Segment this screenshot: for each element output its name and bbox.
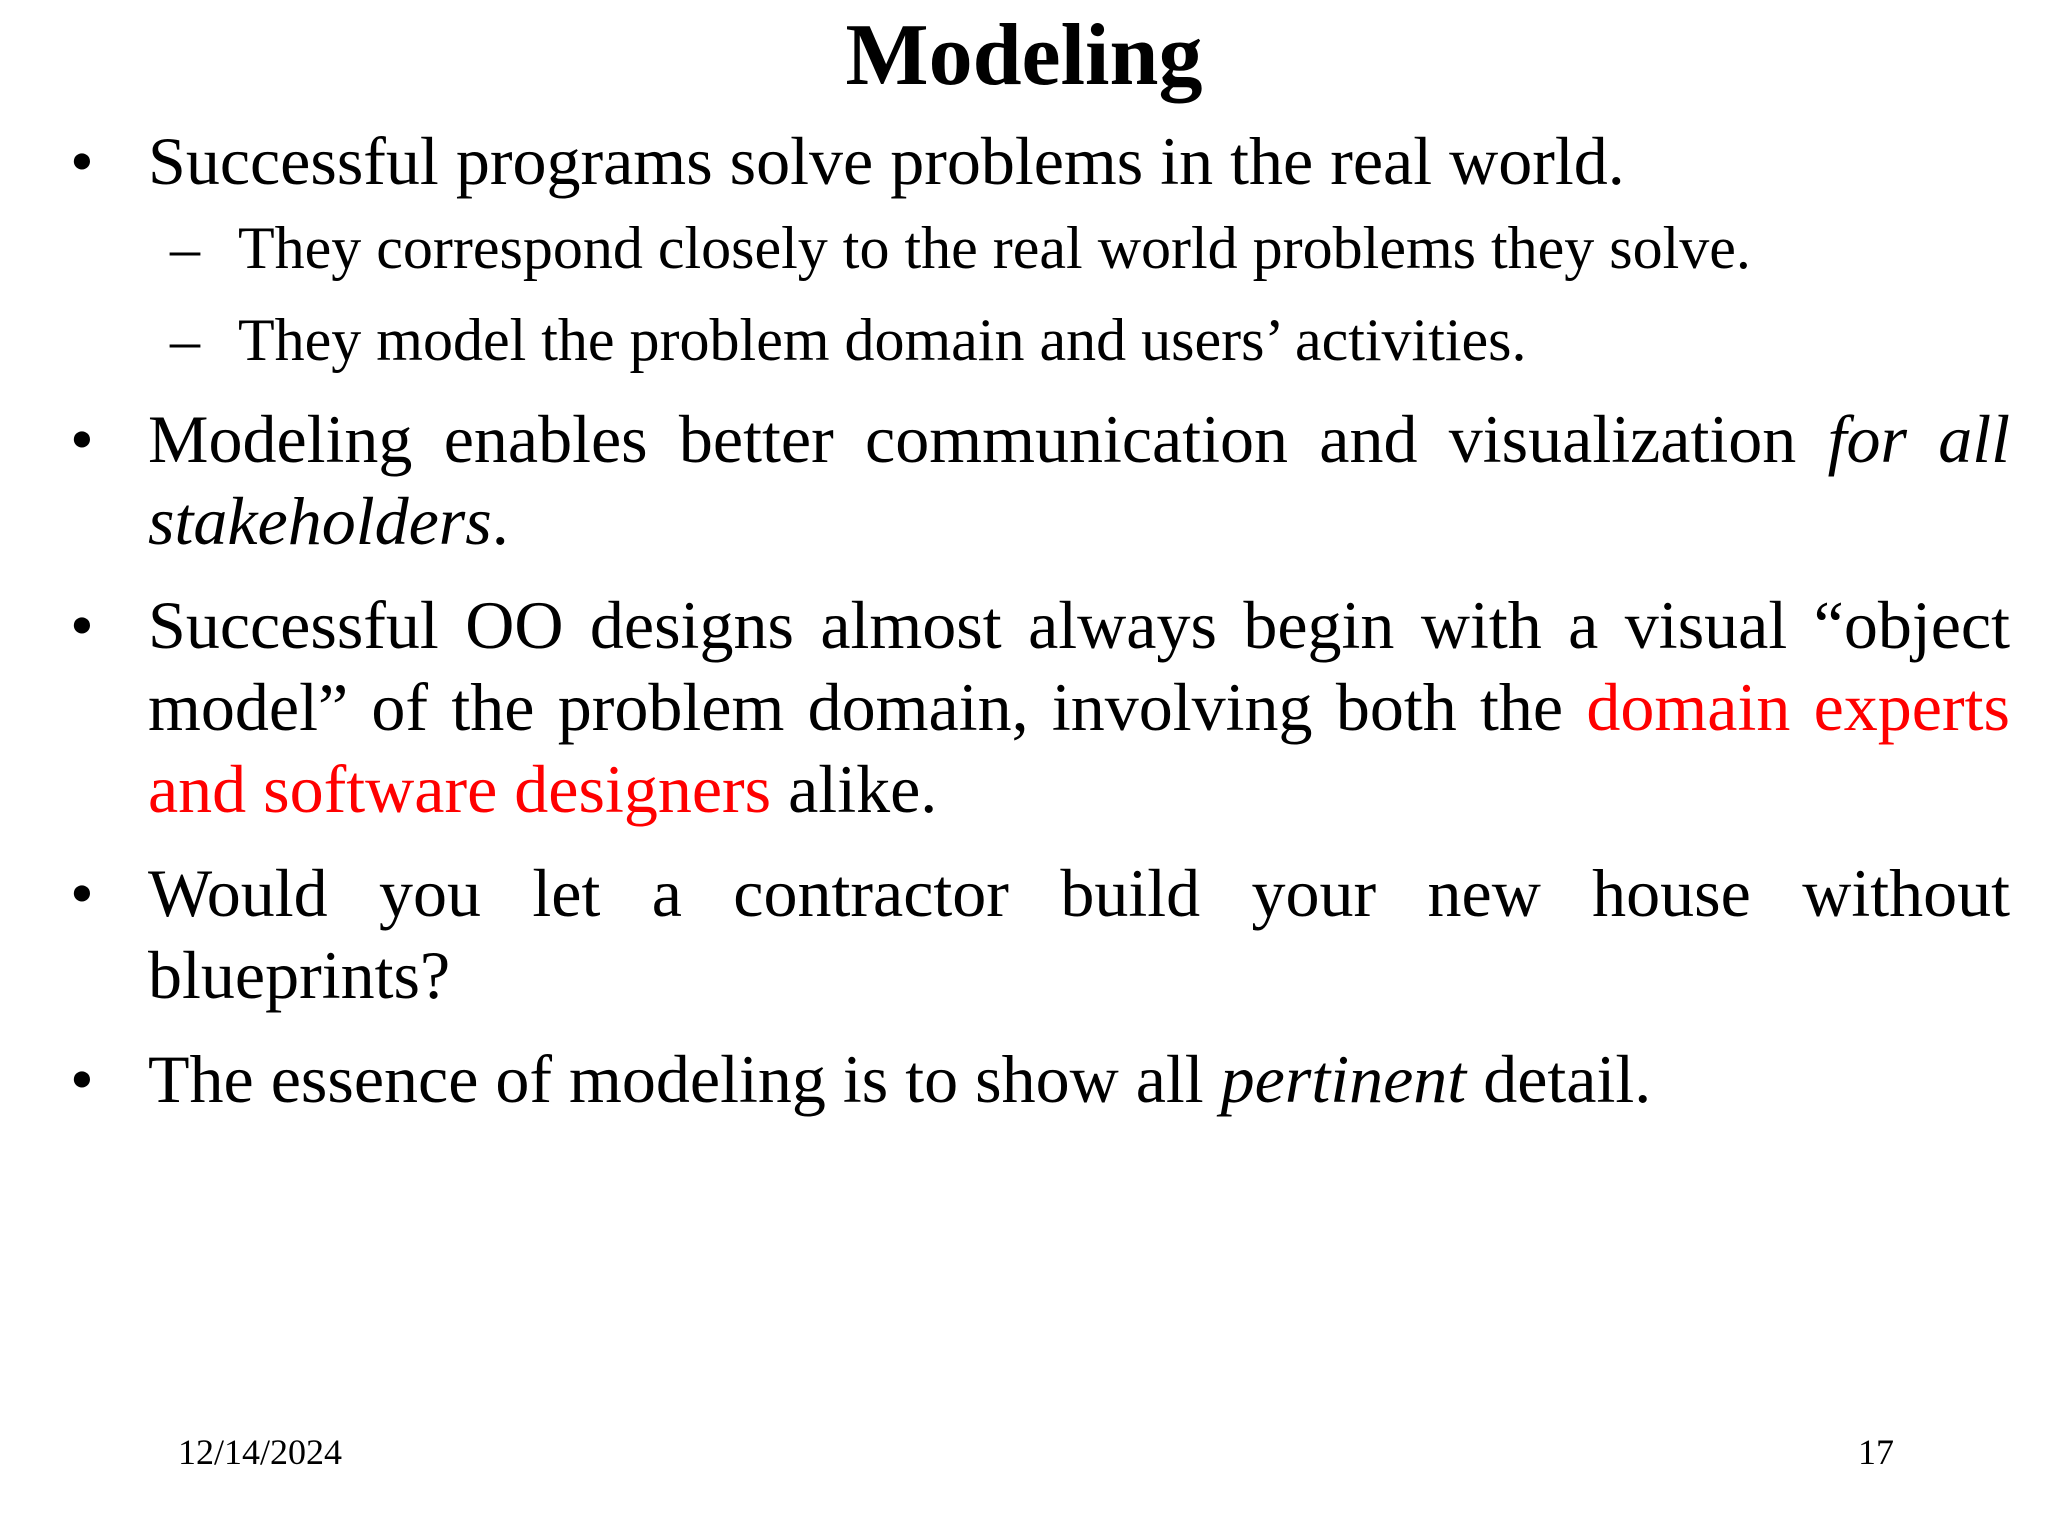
sub-bullet-marker: – (170, 215, 200, 281)
slide-title: Modeling (845, 7, 1203, 104)
sub-bullet-text: They model the problem domain and users’ activities. (238, 307, 1527, 373)
bullet-text: Modeling enables better communication and visualization (148, 401, 1828, 477)
page-number: 17 (1858, 1432, 1894, 1472)
bullet-text: The essence of modeling is to show all (148, 1041, 1221, 1117)
footer-date: 12/14/2024 (178, 1432, 343, 1472)
bullet-text-end: alike. (771, 751, 938, 827)
sub-bullet-marker: – (170, 307, 200, 373)
bullet-text-end: detail. (1466, 1041, 1652, 1117)
sub-bullet-item-1 (60, 202, 2010, 294)
bullet-marker: • (70, 1041, 94, 1117)
bullet-text-italic: pertinent (1220, 1041, 1467, 1117)
bullet-text-italic: for all stakeholders (148, 401, 2010, 559)
bullet-item-4 (60, 852, 2010, 1016)
bullet-item-3 (60, 584, 2010, 830)
bullet-item-2 (60, 398, 2010, 562)
sub-bullet-item-2 (60, 294, 2010, 386)
sub-bullet-text: They correspond closely to the real world problems they solve. (238, 215, 1751, 281)
bullet-item-1 (60, 120, 2010, 202)
bullet-marker: • (70, 587, 94, 663)
bullet-text: Successful OO designs almost always begin with a visual “object model” of the problem domain, involving both the (148, 587, 2010, 745)
bullet-text: Would you let a contractor build your new house without blueprints? (148, 855, 2010, 1013)
bullet-text-highlight: domain experts and software designers (148, 669, 2010, 827)
bullet-marker: • (70, 855, 94, 931)
bullet-marker: • (70, 401, 94, 477)
bullet-marker: • (70, 123, 94, 199)
bullet-text: Successful programs solve problems in the real world. (148, 123, 1625, 199)
bullet-text-end: . (491, 483, 509, 559)
bullet-item-5 (60, 1038, 2010, 1120)
bullet-list (60, 120, 2010, 1120)
